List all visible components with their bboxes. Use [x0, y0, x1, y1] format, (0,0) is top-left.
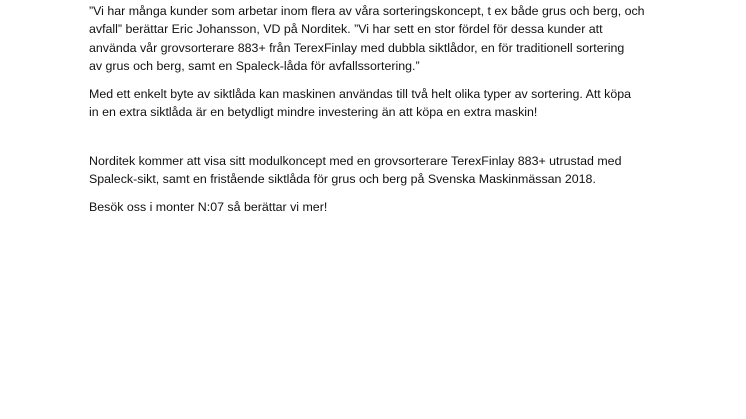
- text-line: avfall” berättar Eric Johansson, VD på Norditek. ”Vi har sett en stor fördel för dessa kunder att: [89, 22, 603, 37]
- text-line: använda vår grovsorterare 883+ från TerexFinlay med dubbla siktlådor, en för traditionell sortering: [89, 40, 625, 55]
- exhibition-paragraph: [89, 152, 669, 189]
- text-line: Norditek kommer att visa sitt modulkoncept med en grovsorterare TerexFinlay 883+ utrustad med: [89, 153, 622, 168]
- text-line: in en extra siktlåda är en betydligt mindre investering än att köpa en extra maskin!: [89, 105, 538, 120]
- quote-paragraph: [89, 2, 669, 75]
- text-line: Med ett enkelt byte av siktlåda kan maskinen användas till två helt olika typer av sortering. Att köpa: [89, 87, 632, 102]
- document-body: [89, 2, 669, 217]
- siktlada-paragraph: [89, 85, 669, 122]
- text-line: av grus och berg, samt en Spaleck-låda för avfallssortering.”: [89, 58, 420, 73]
- text-line: Spaleck-sikt, samt en fristående siktlåda för grus och berg på Svenska Maskinmässan 2018.: [89, 172, 596, 187]
- text-line: ”Vi har många kunder som arbetar inom flera av våra sorteringskoncept, t ex både grus och berg, och: [89, 4, 645, 18]
- booth-invitation-paragraph: [89, 198, 669, 216]
- text-line: Besök oss i monter N:07 så berättar vi mer!: [89, 200, 328, 215]
